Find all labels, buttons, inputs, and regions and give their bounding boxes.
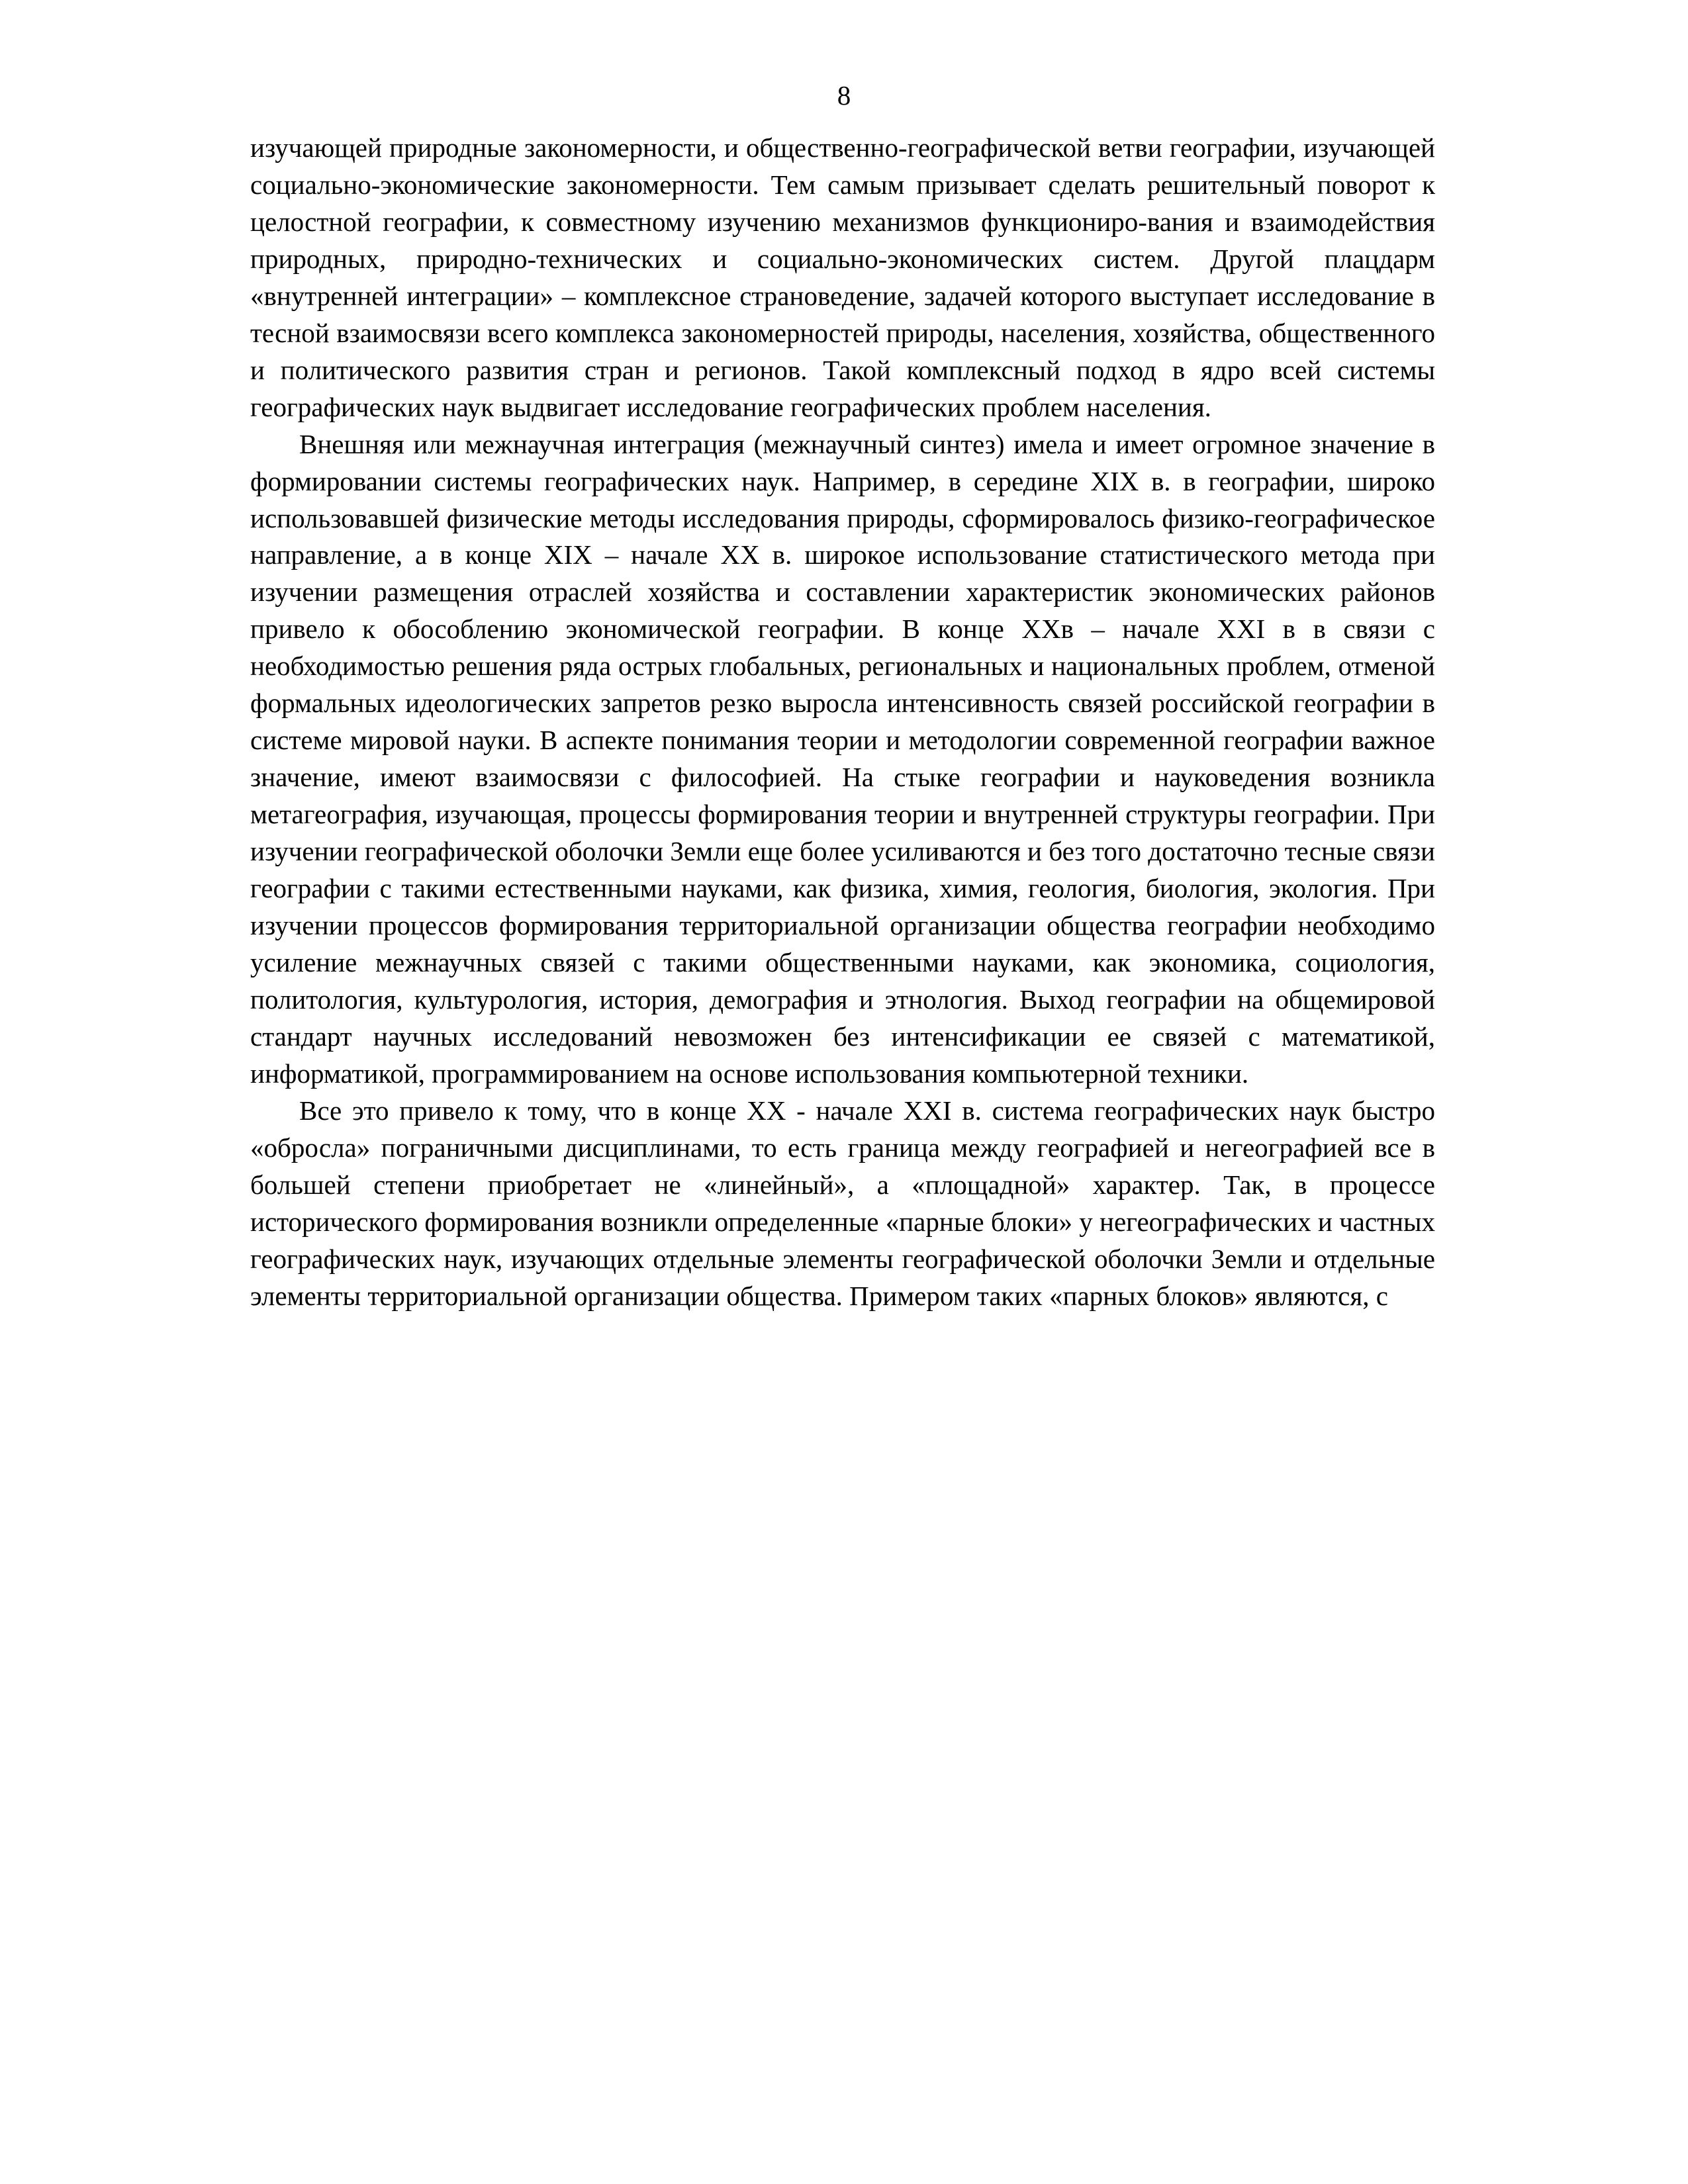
page-body bbox=[250, 130, 1435, 1315]
page-number: 8 bbox=[837, 80, 851, 111]
body-paragraph: изучающей природные закономерности, и общественно-географической ветви географии, изучающей социально-экономические закономерности. Тем самым призывает сделать решительный поворот к целостной географии, к совместному изучению механизмов функциониро-вания и взаимодействия природных, природно-технических и социально-экономических систем. Другой плацдарм «внутренней интеграции» – комплексное страноведение, задачей которого выступает исследование в тесной взаимосвязи всего комплекса закономерностей природы, населения, хозяйства, общественного и политического развития стран и регионов. Такой комплексный подход в ядро всей системы географических наук выдвигает исследование географических проблем населения. bbox=[250, 132, 1435, 422]
body-paragraph: Все это привело к тому, что в конце XX - начале XXI в. система географических наук быстро «обросла» пограничными дисциплинами, то есть граница между географией и негеографией все в большей степени приобретает не «линейный», а «площадной» характер. Так, в процессе исторического формирования возникли определенные «парные блоки» у негеографических и частных географических наук, изучающих отдельные элементы географической оболочки Земли и отдельные элементы территориальной организации общества. Примером таких «парных блоков» являются, с bbox=[250, 1095, 1435, 1311]
body-paragraph: Внешняя или межнаучная интеграция (межнаучный синтез) имела и имеет огромное значение в формировании системы географических наук. Например, в середине XIX в. в географии, широко использовавшей физические методы исследования природы, сформировалось физико-географическое направление, а в конце XIX – начале XX в. широкое использование статистического метода при изучении размещения отраслей хозяйства и составлении характеристик экономических районов привело к обособлению экономической географии. В конце XXв – начале XXI в в связи с необходимостью решения ряда острых глобальных, региональных и национальных проблем, отменой формальных идеологических запретов резко выросла интенсивность связей российской географии в системе мировой науки. В аспекте понимания теории и методологии современной географии важное значение, имеют взаимосвязи с философией. На стыке географии и науковедения возникла метагеография, изучающая, процессы формирования теории и внутренней структуры географии. При изучении географической оболочки Земли еще более усиливаются и без того достаточно тесные связи географии с такими естественными науками, как физика, химия, геология, биология, экология. При изучении процессов формирования территориальной организации общества географии необходимо усиление межнаучных связей с такими общественными науками, как экономика, социология, политология, культурология, история, демография и этнология. Выход географии на общемировой стандарт научных исследований невозможен без интенсификации ее связей с математикой, информатикой, программированием на основе использования компьютерной техники. bbox=[250, 428, 1435, 1089]
